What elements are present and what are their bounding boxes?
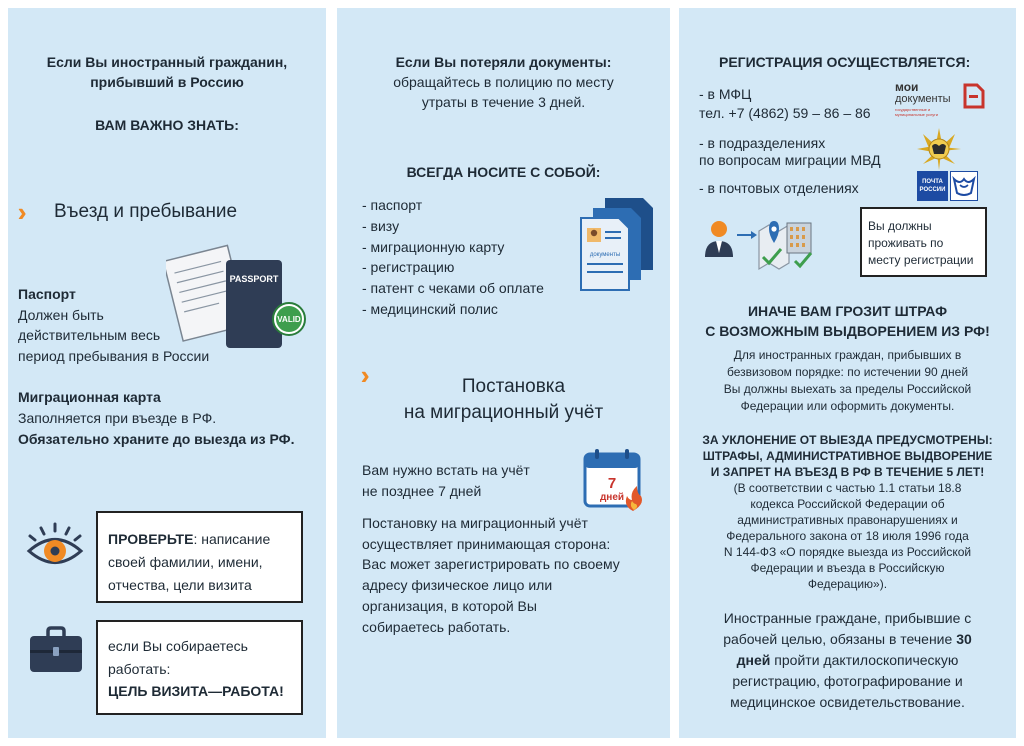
- host-line: Вас может зарегистрировать по своему: [362, 556, 620, 573]
- briefcase-icon: [28, 626, 84, 679]
- reg-title-line: Постановка: [461, 376, 566, 397]
- visa-free-text: [679, 347, 1016, 415]
- residence-line: месту регистрации: [868, 253, 974, 267]
- logo-sub-text: государственные и муниципальные услуги: [895, 107, 938, 117]
- residence-line: проживать по: [868, 236, 944, 250]
- intro-line: прибывший в Россию: [90, 74, 244, 90]
- work-line: работать:: [108, 660, 171, 677]
- evasion-law: кодекса Российской Федерации об: [750, 497, 945, 511]
- visa-free-line: Вы должны выехать за пределы Российской: [723, 382, 972, 396]
- svg-text:PASSPORT: PASSPORT: [229, 274, 279, 284]
- mfc-line: - в МФЦ: [699, 86, 752, 102]
- svg-text:VALID: VALID: [277, 315, 301, 324]
- carry-list: [362, 195, 544, 320]
- post-logo-text-box: [917, 171, 948, 201]
- work-line: если Вы собираетесь: [108, 638, 248, 654]
- post-text: - в почтовых отделениях: [699, 180, 859, 196]
- post-logo-word: ПОЧТА: [922, 179, 943, 185]
- fine-line: С ВОЗМОЖНЫМ ВЫДВОРЕНИЕМ ИЗ РФ!: [705, 323, 990, 339]
- passport-text: период пребывания в России: [18, 348, 210, 365]
- panel-documents: [337, 8, 670, 738]
- passport-text: Должен быть: [18, 306, 104, 323]
- carry-item: - миграционную карту: [362, 238, 505, 255]
- documents-illustration: [577, 196, 657, 297]
- relocation-illustration: [699, 213, 815, 280]
- evasion-law: Федерального закона от 18 июля 1996 года: [726, 529, 969, 543]
- carry-title: ВСЕГДА НОСИТЕ С СОБОЙ:: [406, 164, 601, 180]
- passport-text: действительным весь: [18, 327, 161, 344]
- mfc-text: [699, 85, 871, 123]
- evasion-bold: И ЗАПРЕТ НА ВЪЕЗД В РФ В ТЕЧЕНИЕ 5 ЛЕТ!: [710, 465, 985, 479]
- relocation-icon: [699, 213, 815, 275]
- calendar-icon: [583, 448, 647, 517]
- my-documents-logo: [895, 81, 987, 121]
- work-purpose-line: Иностранные граждане, прибывшие с: [723, 610, 972, 626]
- passport-block: [18, 284, 209, 367]
- my-documents-icon: [963, 83, 985, 109]
- residence-line: Вы должны: [868, 219, 932, 233]
- section-title-registration: [337, 374, 670, 426]
- mvd-line: - в подразделениях: [699, 135, 826, 151]
- lost-line: обращайтесь в полицию по месту: [393, 74, 614, 90]
- russian-post-logo: [917, 171, 978, 201]
- work-box: [96, 620, 303, 715]
- registration-title: РЕГИСТРАЦИЯ ОСУЩЕСТВЛЯЕТСЯ:: [719, 54, 971, 70]
- evasion-law: Федерации и въезда в Российскую: [750, 561, 945, 575]
- evasion-law: N 144-ФЗ «О порядке выезда из Российской: [723, 545, 972, 559]
- migcard-title: Миграционная карта: [18, 389, 161, 405]
- carry-item: - медицинский полис: [362, 300, 498, 317]
- logo-moi-text: мои: [895, 80, 919, 94]
- work-purpose-line: регистрацию, фотографирование и: [732, 673, 963, 689]
- check-rest: : написание: [193, 531, 271, 547]
- work-purpose-line: рабочей целью, обязаны в течение: [723, 631, 957, 647]
- work-bold: ЦЕЛЬ ВИЗИТА—РАБОТА!: [108, 683, 284, 699]
- post-logo-word: РОССИИ: [919, 187, 946, 193]
- evasion-bold: ЗА УКЛОНЕНИЕ ОТ ВЫЕЗДА ПРЕДУСМОТРЕНЫ:: [702, 433, 993, 447]
- evasion-bold: ШТРАФЫ, АДМИНИСТРАТИВНОЕ ВЫДВОРЕНИЕ: [702, 449, 993, 463]
- check-bold: ПРОВЕРЬТЕ: [108, 531, 194, 547]
- work-purpose-30: 30: [956, 631, 972, 647]
- lost-bold: Если Вы потеряли документы:: [395, 54, 612, 70]
- mvd-text: [699, 135, 881, 169]
- important-heading: ВАМ ВАЖНО ЗНАТЬ:: [95, 117, 239, 133]
- lost-line: утраты в течение 3 дней.: [421, 94, 586, 110]
- section-title-entry: Въезд и пребывание: [54, 201, 238, 222]
- evasion-block: [679, 432, 1016, 592]
- work-purpose-text: [679, 608, 1016, 713]
- host-line: Постановку на миграционный учёт: [362, 515, 588, 531]
- svg-text:дней: дней: [599, 492, 625, 503]
- work-purpose-line: пройти дактилоскопическую: [770, 652, 959, 668]
- visa-free-line: Для иностранных граждан, прибывших в: [733, 348, 962, 362]
- intro-text: [8, 52, 326, 92]
- migcard-bold: Обязательно храните до выезда из РФ.: [18, 431, 295, 447]
- logo-docs-text: документы: [895, 93, 951, 105]
- host-line: собираетесь работать.: [362, 618, 511, 635]
- deadline-text: [362, 460, 530, 502]
- carry-item: - регистрацию: [362, 259, 455, 276]
- panel-registration: [679, 8, 1016, 738]
- panel-entry-stay: [8, 8, 326, 738]
- carry-item: - визу: [362, 217, 400, 234]
- migration-card-block: [18, 387, 295, 450]
- host-line: осуществляет принимающая сторона:: [362, 535, 611, 552]
- evasion-law: Федерацию»).: [807, 577, 888, 591]
- intro-line: Если Вы иностранный гражданин,: [46, 54, 288, 70]
- mfc-phone: тел. +7 (4862) 59 – 86 – 86: [699, 105, 871, 121]
- host-line: адресу физическое лицо или: [362, 577, 553, 594]
- visa-free-line: безвизовом порядке: по истечении 90 дней: [726, 365, 969, 379]
- svg-text:7: 7: [607, 475, 617, 492]
- mvd-emblem-icon: [911, 126, 967, 177]
- mvd-line: по вопросам миграции МВД: [699, 152, 881, 168]
- check-box: [96, 511, 303, 603]
- fine-line: ИНАЧЕ ВАМ ГРОЗИТ ШТРАФ: [747, 303, 948, 319]
- svg-text:документы: документы: [589, 252, 621, 258]
- documents-icon: [577, 196, 657, 292]
- eye-icon: [26, 522, 84, 573]
- work-purpose-line: медицинское освидетельствование.: [730, 694, 965, 710]
- deadline-line: Вам нужно встать на учёт: [362, 462, 530, 478]
- host-line: организация, в которой Вы: [362, 597, 537, 614]
- check-line: отчества, цели визита: [108, 577, 252, 593]
- reg-title-line: на миграционный учёт: [403, 402, 604, 423]
- host-text: [362, 513, 620, 637]
- carry-item: - патент с чеками об оплате: [362, 280, 544, 297]
- lost-docs-text: [337, 52, 670, 112]
- evasion-law: административных правонарушениях и: [737, 513, 958, 527]
- deadline-line: не позднее 7 дней: [362, 483, 482, 499]
- passport-title: Паспорт: [18, 286, 76, 302]
- work-purpose-days: дней: [736, 652, 771, 668]
- post-eagle-icon: [950, 171, 978, 201]
- evasion-law: (В соответствии с частью 1.1 статьи 18.8: [733, 481, 962, 495]
- check-line: своей фамилии, имени,: [108, 554, 263, 570]
- visa-free-line: Федерации или оформить документы.: [740, 399, 955, 413]
- residence-box: [860, 207, 987, 277]
- carry-item: - паспорт: [362, 197, 423, 213]
- migcard-text: Заполняется при въезде в РФ.: [18, 410, 217, 426]
- fine-warning: [679, 301, 1016, 341]
